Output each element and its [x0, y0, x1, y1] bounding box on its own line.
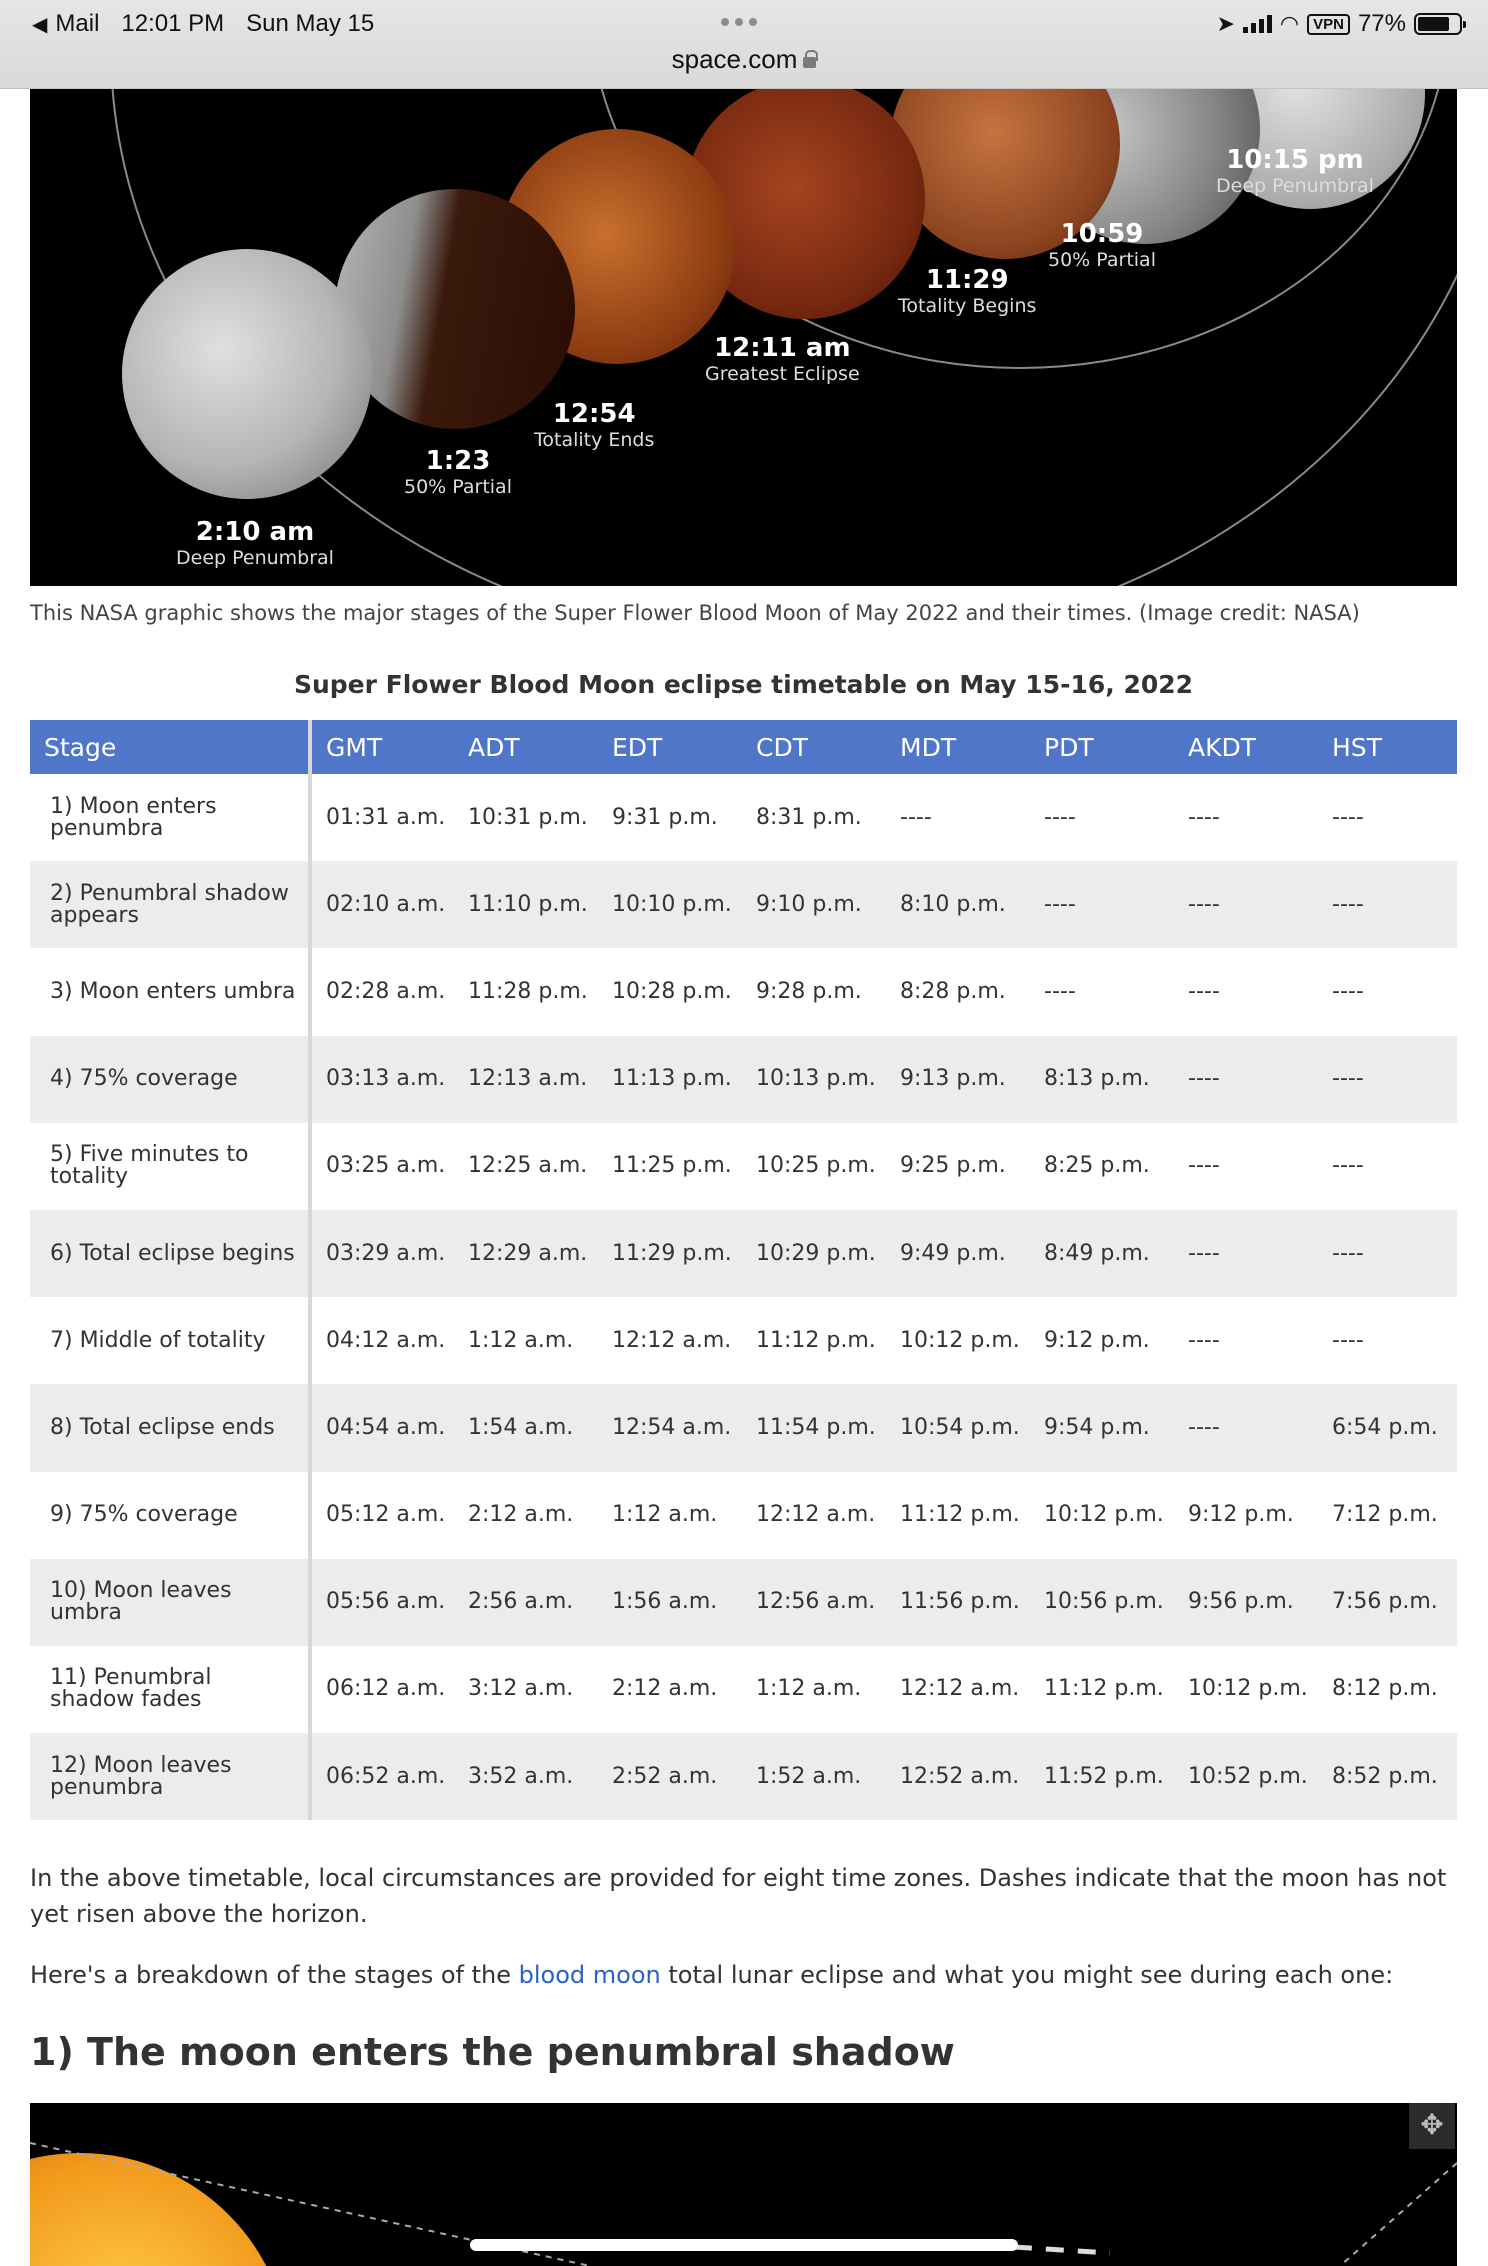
time-cell: 9:12 p.m. [1188, 1502, 1294, 1528]
tab-more-dots-icon[interactable] [721, 18, 757, 26]
time-cell: 11:12 p.m. [900, 1502, 1020, 1528]
time-cell: 9:13 p.m. [886, 1036, 1030, 1123]
time-cell: 12:29 a.m. [454, 1210, 598, 1297]
time-cell: 10:10 p.m. [598, 861, 742, 948]
time-cell: 9:25 p.m. [900, 1153, 1006, 1179]
time-cell: ---- [1044, 978, 1076, 1004]
blood-moon-link[interactable]: blood moon [518, 1961, 661, 1989]
time-cell: 8:12 p.m. [1332, 1676, 1438, 1702]
home-indicator[interactable] [470, 2239, 1018, 2251]
time-cell: 8:10 p.m. [886, 861, 1030, 948]
time-cell: ---- [1188, 978, 1220, 1004]
status-bar-right [1216, 10, 1462, 38]
location-arrow-icon: ➤ [1216, 11, 1235, 36]
time-cell: 2:12 a.m. [612, 1676, 718, 1702]
time-cell: 10:25 p.m. [756, 1153, 876, 1179]
column-header-adt: ADT [454, 720, 598, 774]
time-cell: ---- [1332, 804, 1364, 830]
time-cell: 10:31 p.m. [468, 804, 588, 830]
stage-cell: 9) 75% coverage [30, 1472, 310, 1559]
time-cell: 12:56 a.m. [742, 1559, 886, 1646]
moon-phase-1-23 [335, 189, 575, 429]
graphic-label-5: 12:54 Totality Ends [534, 399, 655, 451]
status-time: 12:01 PM [121, 10, 225, 37]
column-header-edt: EDT [598, 720, 742, 774]
table-row [30, 1384, 1457, 1471]
stage-cell: 4) 75% coverage [30, 1036, 310, 1123]
address-domain: space.com [671, 44, 798, 74]
status-bar-left [32, 10, 374, 38]
moon-phase-2-10 [122, 249, 372, 499]
time-cell: 9:12 p.m. [1044, 1327, 1150, 1353]
time-cell: 9:54 p.m. [1030, 1384, 1174, 1471]
stage-cell: 7) Middle of totality [30, 1297, 310, 1384]
time-cell: ---- [1044, 804, 1076, 830]
battery-icon [1414, 13, 1462, 35]
vpn-badge: VPN [1307, 14, 1350, 35]
eclipse-timetable [30, 720, 1459, 1820]
time-cell: 9:49 p.m. [886, 1210, 1030, 1297]
time-cell: 11:52 p.m. [1030, 1733, 1174, 1820]
graphic-label-6: 1:23 50% Partial [404, 446, 512, 498]
stage-cell: 3) Moon enters umbra [30, 948, 310, 1035]
time-cell: 11:28 p.m. [468, 978, 588, 1004]
time-cell: 10:54 p.m. [886, 1384, 1030, 1471]
time-cell: 10:28 p.m. [612, 978, 732, 1004]
stage-cell: 12) Moon leaves penumbra [30, 1733, 310, 1820]
time-cell: 10:12 p.m. [1188, 1676, 1308, 1702]
time-cell: 03:25 a.m. [326, 1153, 446, 1179]
time-cell: 03:13 a.m. [310, 1036, 454, 1123]
time-cell: 12:13 a.m. [454, 1036, 598, 1123]
time-cell: 11:12 p.m. [756, 1327, 876, 1353]
time-cell: 3:52 a.m. [454, 1733, 598, 1820]
time-cell: 06:52 a.m. [310, 1733, 454, 1820]
table-row [30, 1123, 1457, 1210]
section-heading: 1) The moon enters the penumbral shadow [30, 2030, 955, 2074]
time-cell: 2:52 a.m. [598, 1733, 742, 1820]
time-cell: 11:54 p.m. [742, 1384, 886, 1471]
time-cell: 12:12 a.m. [756, 1502, 876, 1528]
time-cell: 02:10 a.m. [310, 861, 454, 948]
back-to-app-link[interactable]: Mail [55, 10, 100, 37]
time-cell: ---- [1174, 1384, 1318, 1471]
time-cell: 11:25 p.m. [612, 1153, 732, 1179]
table-row [30, 1733, 1457, 1820]
time-cell: 05:12 a.m. [326, 1502, 446, 1528]
image-caption: This NASA graphic shows the major stages of the Super Flower Blood Moon of May 2022 and their times. (Image credit: NASA) [30, 601, 1360, 625]
table-row [30, 1297, 1457, 1384]
table-row [30, 1646, 1457, 1733]
time-cell: 2:56 a.m. [454, 1559, 598, 1646]
time-cell: 06:12 a.m. [326, 1676, 446, 1702]
time-cell: ---- [1174, 1210, 1318, 1297]
table-row [30, 1559, 1457, 1646]
time-cell: 9:31 p.m. [612, 804, 718, 830]
table-row [30, 1472, 1457, 1559]
time-cell: ---- [1188, 1327, 1220, 1353]
column-header-pdt: PDT [1030, 720, 1174, 774]
stage-cell: 11) Penumbral shadow fades [30, 1646, 310, 1733]
time-cell: 1:12 a.m. [756, 1676, 862, 1702]
address-bar[interactable] [0, 44, 1488, 75]
table-row [30, 774, 1457, 861]
table-row [30, 1210, 1457, 1297]
time-cell: 7:12 p.m. [1332, 1502, 1438, 1528]
time-cell: 11:13 p.m. [598, 1036, 742, 1123]
stage-cell: 8) Total eclipse ends [30, 1384, 310, 1471]
stage-cell: 2) Penumbral shadow appears [30, 861, 310, 948]
stage-cell: 10) Moon leaves umbra [30, 1559, 310, 1646]
table-title: Super Flower Blood Moon eclipse timetable on May 15-16, 2022 [293, 670, 1194, 699]
paragraph-text: Here's a breakdown of the stages of the [30, 1961, 519, 1989]
time-cell: 10:13 p.m. [742, 1036, 886, 1123]
time-cell: 7:56 p.m. [1318, 1559, 1457, 1646]
time-cell: 05:56 a.m. [310, 1559, 454, 1646]
time-cell: 10:56 p.m. [1030, 1559, 1174, 1646]
time-cell: 11:12 p.m. [1044, 1676, 1164, 1702]
time-cell: 02:28 a.m. [326, 978, 446, 1004]
back-triangle-icon[interactable]: ◀ [32, 13, 48, 36]
paragraph-text: total lunar eclipse and what you might see during each one: [660, 1961, 1394, 1989]
column-header-stage: Stage [30, 720, 310, 774]
table-row [30, 948, 1457, 1035]
time-cell: 11:56 p.m. [886, 1559, 1030, 1646]
graphic-label-4: 12:11 am Greatest Eclipse [705, 333, 860, 385]
table-row [30, 1036, 1457, 1123]
time-cell: 8:52 p.m. [1318, 1733, 1457, 1820]
time-cell: 8:28 p.m. [900, 978, 1006, 1004]
expand-arrows-icon[interactable]: ✥ [1409, 2103, 1455, 2149]
graphic-label-2: 10:59 50% Partial [1048, 219, 1156, 271]
time-cell: 10:29 p.m. [742, 1210, 886, 1297]
time-cell: 1:52 a.m. [742, 1733, 886, 1820]
time-cell: 9:28 p.m. [756, 978, 862, 1004]
time-cell: 11:10 p.m. [454, 861, 598, 948]
time-cell: 9:10 p.m. [742, 861, 886, 948]
column-header-mdt: MDT [886, 720, 1030, 774]
time-cell: 04:54 a.m. [310, 1384, 454, 1471]
time-cell: ---- [1174, 861, 1318, 948]
time-cell: 8:13 p.m. [1030, 1036, 1174, 1123]
graphic-label-3: 11:29 Totality Begins [898, 265, 1037, 317]
table-header-row [30, 720, 1457, 774]
table-row [30, 861, 1457, 948]
time-cell: ---- [900, 804, 932, 830]
time-cell: 8:49 p.m. [1030, 1210, 1174, 1297]
time-cell: 1:12 a.m. [468, 1327, 574, 1353]
status-date: Sun May 15 [246, 10, 375, 37]
time-cell: 10:12 p.m. [1044, 1502, 1164, 1528]
time-cell: ---- [1332, 1327, 1364, 1353]
time-cell: ---- [1188, 1153, 1220, 1179]
time-cell: 12:12 a.m. [612, 1327, 732, 1353]
column-header-hst: HST [1318, 720, 1457, 774]
stage-cell: 5) Five minutes to totality [30, 1123, 310, 1210]
time-cell: 1:54 a.m. [454, 1384, 598, 1471]
time-cell: ---- [1030, 861, 1174, 948]
time-cell: 12:52 a.m. [886, 1733, 1030, 1820]
time-cell: 04:12 a.m. [326, 1327, 446, 1353]
time-cell: 10:52 p.m. [1174, 1733, 1318, 1820]
browser-top-bar [0, 0, 1488, 89]
wifi-icon: ◠ [1279, 11, 1300, 36]
time-cell: ---- [1318, 861, 1457, 948]
time-cell: ---- [1188, 804, 1220, 830]
time-cell: ---- [1332, 1153, 1364, 1179]
time-cell: 12:25 a.m. [468, 1153, 588, 1179]
time-cell: 10:12 p.m. [900, 1327, 1020, 1353]
graphic-label-7: 2:10 am Deep Penumbral [176, 517, 334, 569]
time-cell: 2:12 a.m. [468, 1502, 574, 1528]
column-header-akdt: AKDT [1174, 720, 1318, 774]
time-cell: 6:54 p.m. [1318, 1384, 1457, 1471]
stage-cell: 6) Total eclipse begins [30, 1210, 310, 1297]
time-cell: 9:56 p.m. [1174, 1559, 1318, 1646]
time-cell: 01:31 a.m. [326, 804, 446, 830]
column-header-gmt: GMT [310, 720, 454, 774]
time-cell: 03:29 a.m. [310, 1210, 454, 1297]
time-cell: 1:12 a.m. [612, 1502, 718, 1528]
time-cell: 3:12 a.m. [468, 1676, 574, 1702]
time-cell: ---- [1174, 1036, 1318, 1123]
time-cell: 12:12 a.m. [900, 1676, 1020, 1702]
eclipse-stages-graphic [30, 89, 1457, 586]
article-paragraph-1: In the above timetable, local circumstances are provided for eight time zones. Dashes indicate that the moon has not yet risen above the horizon. [30, 1864, 1447, 1928]
time-cell: 12:54 a.m. [598, 1384, 742, 1471]
time-cell: 8:25 p.m. [1044, 1153, 1150, 1179]
time-cell: 8:31 p.m. [756, 804, 862, 830]
time-cell: ---- [1318, 1210, 1457, 1297]
battery-percent: 77% [1357, 10, 1406, 37]
stage-cell: 1) Moon enters penumbra [30, 774, 310, 861]
article-paragraph-2 [30, 1957, 1460, 1993]
time-cell: ---- [1318, 1036, 1457, 1123]
graphic-label-1: 10:15 pm Deep Penumbral [1216, 145, 1374, 197]
column-header-cdt: CDT [742, 720, 886, 774]
time-cell: 11:29 p.m. [598, 1210, 742, 1297]
lock-icon [803, 57, 816, 68]
time-cell: ---- [1332, 978, 1364, 1004]
time-cell: 1:56 a.m. [598, 1559, 742, 1646]
cellular-signal-icon [1243, 15, 1272, 33]
